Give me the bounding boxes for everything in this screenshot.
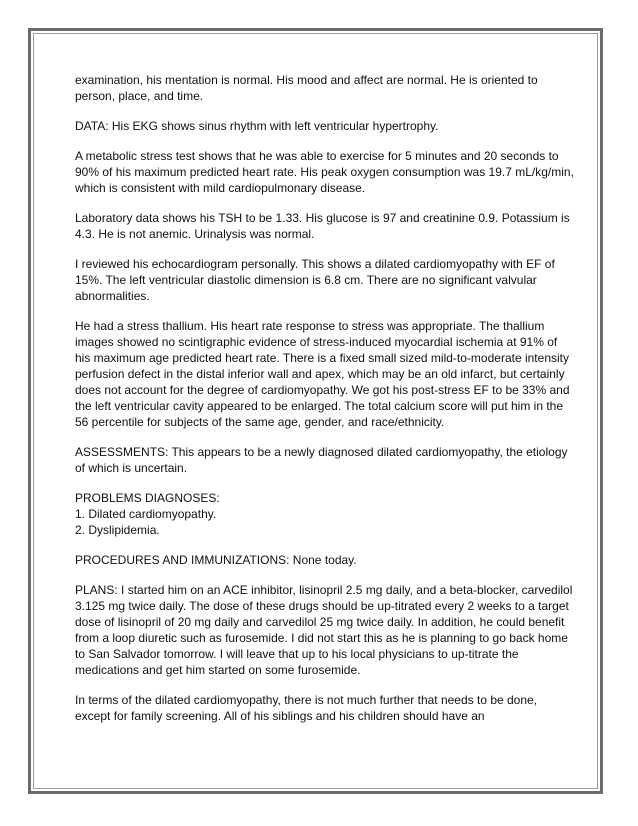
paragraph-procedures: PROCEDURES AND IMMUNIZATIONS: None today.: [75, 553, 357, 567]
paragraph-closing: In terms of the dilated cardiomyopathy, there is not much further that needs to be done, except for family screening. All of his siblings and his children should have an: [75, 693, 538, 723]
paragraph-assessments: ASSESSMENTS: This appears to be a newly diagnosed dilated cardiomyopathy, the etiology of which is uncertain.: [75, 445, 568, 475]
paragraph-echocardiogram: I reviewed his echocardiogram personally. This shows a dilated cardiomyopathy with EF of 15%. The left ventricular diastolic dimension is 6.8 cm. There are no significant valvular abnormalities.: [75, 257, 555, 303]
document-body: [75, 72, 575, 724]
problem-item: 1. Dilated cardiomyopathy.: [75, 507, 217, 521]
problems-heading: PROBLEMS DIAGNOSES:: [75, 491, 220, 505]
paragraph-laboratory-data: Laboratory data shows his TSH to be 1.33. His glucose is 97 and creatinine 0.9. Potassium is 4.3. He is not anemic. Urinalysis was normal.: [75, 211, 570, 241]
paragraph-metabolic-stress-test: A metabolic stress test shows that he was able to exercise for 5 minutes and 20 seconds to 90% of his maximum predicted heart rate. His peak oxygen consumption was 19.7 mL/kg/min, which is consistent with mild cardiopulmonary disease.: [75, 149, 574, 195]
problems-section: [75, 490, 575, 538]
paragraph-data-ekg: DATA: His EKG shows sinus rhythm with left ventricular hypertrophy.: [75, 119, 439, 133]
problem-item: 2. Dyslipidemia.: [75, 523, 160, 537]
paragraph-examination: examination, his mentation is normal. His mood and affect are normal. He is oriented to person, place, and time.: [75, 73, 538, 103]
paragraph-stress-thallium: He had a stress thallium. His heart rate response to stress was appropriate. The thallium images showed no scintigraphic evidence of stress-induced myocardial ischemia at 91% of his maximum age predicted heart rate. There is a fixed small sized mild-to-moderate intensity perfusion defect in the distal inferior wall and apex, which may be an old infarct, but certainly does not account for the degree of cardiomyopathy. We got his post-stress EF to be 33% and the left ventricular cavity appeared to be enlarged. The total calcium score will put him in the 56 percentile for subjects of the same age, gender, and race/ethnicity.: [75, 319, 570, 429]
paragraph-plans: PLANS: I started him on an ACE inhibitor, lisinopril 2.5 mg daily, and a beta-blocker, carvedilol 3.125 mg twice daily. The dose of these drugs should be up-titrated every 2 weeks to a target dose of lisinopril of 20 mg daily and carvedilol 25 mg twice daily. In addition, he could benefit from a loop diuretic such as furosemide. I did not start this as he is planning to go back home to San Salvador tomorrow. I will leave that up to his local physicians to up-titrate the medications and get him started on some furosemide.: [75, 583, 573, 677]
